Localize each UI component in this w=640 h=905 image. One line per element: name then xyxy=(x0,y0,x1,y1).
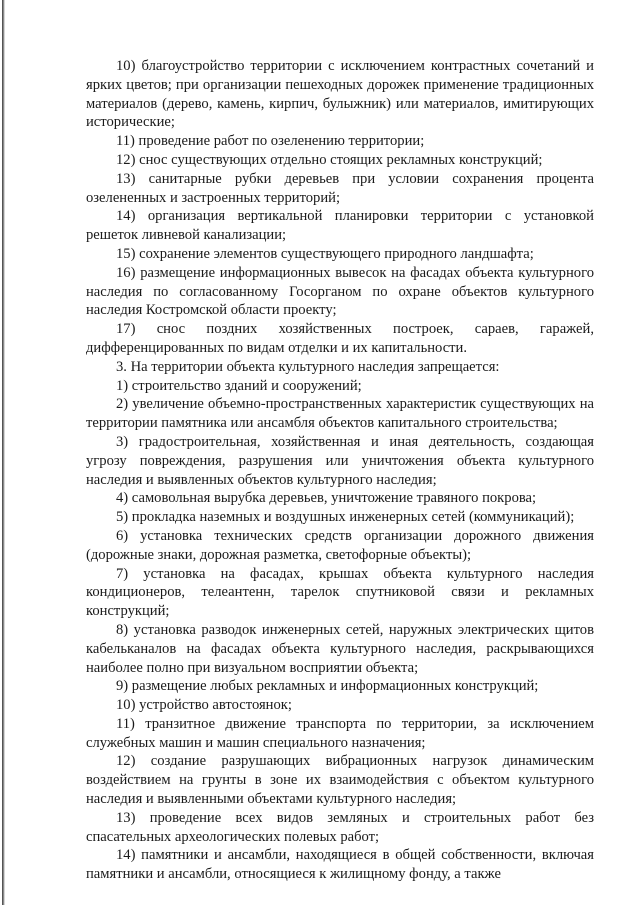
prohibited-item-13: 13) проведение всех видов земляных и строительных работ без спасательных археологических полевых работ; xyxy=(86,809,594,845)
prohibited-item-12: 12) создание разрушающих вибрационных нагрузок динамическим воздействием на грунты в зоне их взаимодействия с объектом культурного наследия и выявленными объектами культурного наследия; xyxy=(86,753,594,808)
prohibited-item-1: 1) строительство зданий и сооружений; xyxy=(116,377,362,394)
prohibited-item-3: 3) градостроительная, хозяйственная и иная деятельность, создающая угрозу повреждения, разрушения или уничтожения объекта культурного наследия и выявленных объектов культурного наследия; xyxy=(86,433,594,488)
prohibited-item-14: 14) памятники и ансамбли, находящиеся в общей собственности, включая памятники и ансамбли, относящиеся к жилищному фонду, а также xyxy=(86,847,594,883)
prohibited-item-6: 6) установка технических средств организации дорожного движения (дорожные знаки, дорожная разметка, светофорные объекты); xyxy=(86,527,594,563)
paragraph-item-15: 15) сохранение элементов существующего природного ландшафта; xyxy=(116,245,534,262)
paragraph-item-11: 11) проведение работ по озеленению территории; xyxy=(116,133,425,150)
prohibited-item-10: 10) устройство автостоянок; xyxy=(116,697,292,714)
paragraph-item-13: 13) санитарные рубки деревьев при условии сохранения процента озелененных и застроенных территорий; xyxy=(86,170,594,206)
prohibited-item-4: 4) самовольная вырубка деревьев, уничтожение травяного покрова; xyxy=(116,490,537,507)
prohibited-item-11: 11) транзитное движение транспорта по территории, за исключением служебных машин и машин специального назначения; xyxy=(86,715,594,751)
paragraph-item-16: 16) размещение информационных вывесок на фасадах объекта культурного наследия по согласованному Госорганом по охране объектов культурного наследия Костромской области проекту; xyxy=(86,264,594,319)
paragraph-item-17: 17) снос поздних хозяйственных построек, сараев, гаражей, дифференцированных по видам отделки и их капитальности. xyxy=(86,321,594,356)
prohibited-item-5: 5) прокладка наземных и воздушных инженерных сетей (коммуникаций); xyxy=(116,509,575,526)
prohibited-item-2: 2) увеличение объемно-пространственных характеристик существующих на территории памятника или ансамбля объектов капитального строительства; xyxy=(86,396,594,432)
scan-edge-shadow xyxy=(2,0,5,905)
paragraph-item-14: 14) организация вертикальной планировки территории с установкой решеток ливневой канализации; xyxy=(86,208,594,244)
paragraph-item-12: 12) снос существующих отдельно стоящих рекламных конструкций; xyxy=(116,151,543,168)
prohibited-item-7: 7) установка на фасадах, крышах объекта культурного наследия кондиционеров, телеантенн, тарелок спутниковой связи и рекламных конструкций; xyxy=(86,565,594,620)
prohibited-item-9: 9) размещение любых рекламных и информационных конструкций; xyxy=(116,678,539,695)
paragraph-item-10: 10) благоустройство территории с исключением контрастных сочетаний и ярких цветов; при организации пешеходных дорожек применение традиционных материалов (дерево, камень, кирпич, булыжник) или материалов, имитирующих исторические; xyxy=(86,58,594,131)
prohibited-item-8: 8) установка разводок инженерных сетей, наружных электрических щитов кабельканалов на фасадах объекта культурного наследия, раскрывающихся наиболее полно при визуальном восприятии объекта; xyxy=(86,621,594,676)
document-page xyxy=(86,57,594,884)
section-heading-3: 3. На территории объекта культурного наследия запрещается: xyxy=(116,358,500,375)
